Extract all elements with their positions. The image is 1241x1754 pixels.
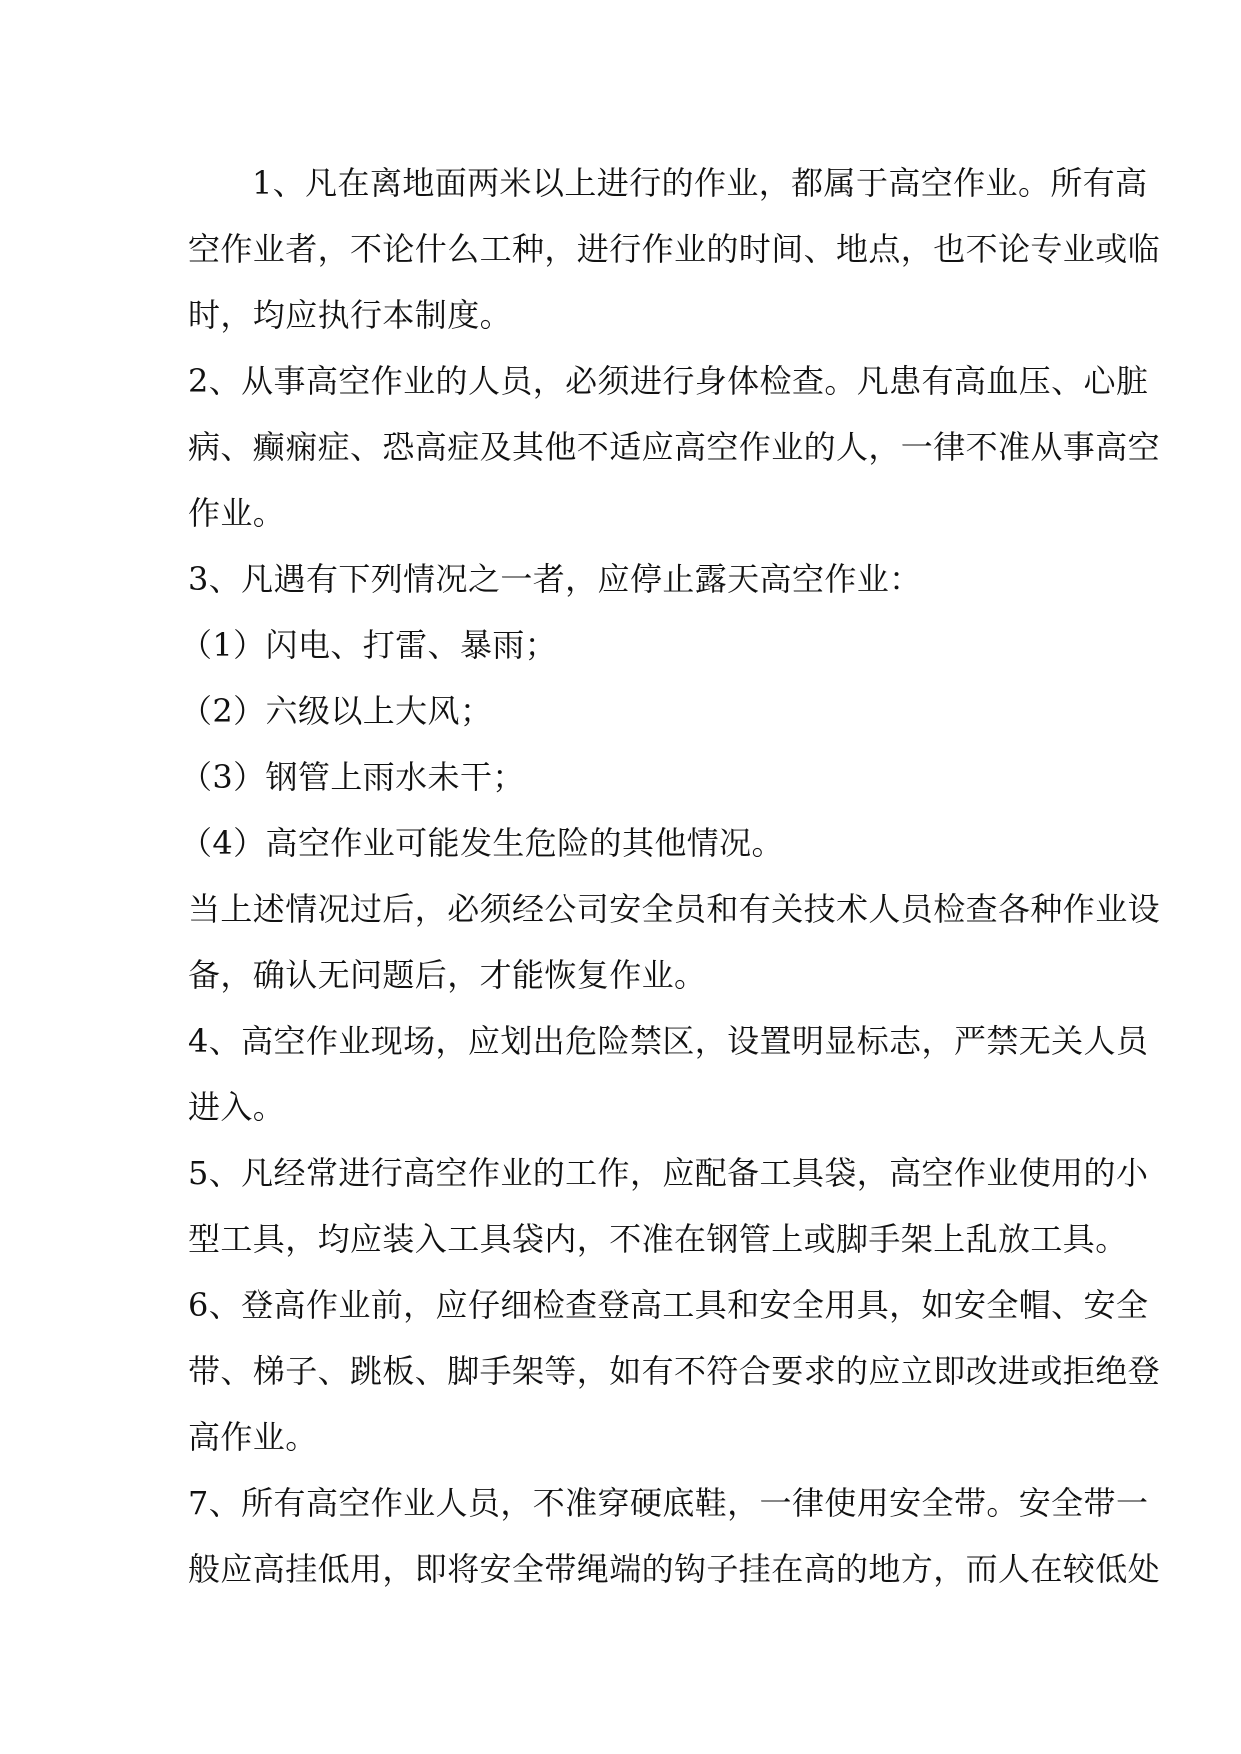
rule-6-line-1: 6、登高作业前，应仔细检查登高工具和安全用具，如安全帽、安全: [188, 1286, 1149, 1324]
rule-3-item-2: （2）六级以上大风；: [180, 692, 493, 730]
rule-5-line-1: 5、凡经常进行高空作业的工作，应配备工具袋，高空作业使用的小: [188, 1154, 1149, 1192]
rule-7-line-1: 7、所有高空作业人员，不准穿硬底鞋，一律使用安全带。安全带一: [188, 1484, 1149, 1522]
rule-2-line-2: 病、癫痫症、恐高症及其他不适应高空作业的人，一律不准从事高空: [188, 428, 1161, 466]
rule-6-line-3: 高作业。: [188, 1418, 318, 1456]
rule-5-line-2: 型工具，均应装入工具袋内，不准在钢管上或脚手架上乱放工具。: [188, 1220, 1128, 1258]
rule-4-line-2: 进入。: [188, 1088, 286, 1126]
rule-1-line-3: 时，均应执行本制度。: [188, 296, 513, 334]
rule-1-line-2: 空作业者，不论什么工种，进行作业的时间、地点，也不论专业或临: [188, 230, 1161, 268]
rule-3-note-line-2: 备，确认无问题后，才能恢复作业。: [188, 956, 707, 994]
rule-3-note-line-1: 当上述情况过后，必须经公司安全员和有关技术人员检查各种作业设: [188, 890, 1161, 928]
rule-1-line-1: 1、凡在离地面两米以上进行的作业，都属于高空作业。所有高: [252, 164, 1148, 202]
rule-4-line-1: 4、高空作业现场，应划出危险禁区，设置明显标志，严禁无关人员: [188, 1022, 1149, 1060]
rule-3-item-4: （4）高空作业可能发生危险的其他情况。: [180, 824, 784, 862]
rule-3-item-3: （3）钢管上雨水未干；: [180, 758, 525, 796]
rule-3-item-1: （1）闪电、打雷、暴雨；: [180, 626, 558, 664]
rule-3-intro: 3、凡遇有下列情况之一者，应停止露天高空作业：: [188, 560, 922, 598]
rule-7-line-2: 般应高挂低用，即将安全带绳端的钩子挂在高的地方，而人在较低处: [188, 1550, 1161, 1588]
rule-2-line-3: 作业。: [188, 494, 286, 532]
rule-2-line-1: 2、从事高空作业的人员，必须进行身体检查。凡患有高血压、心脏: [188, 362, 1149, 400]
rule-6-line-2: 带、梯子、跳板、脚手架等，如有不符合要求的应立即改进或拒绝登: [188, 1352, 1161, 1390]
